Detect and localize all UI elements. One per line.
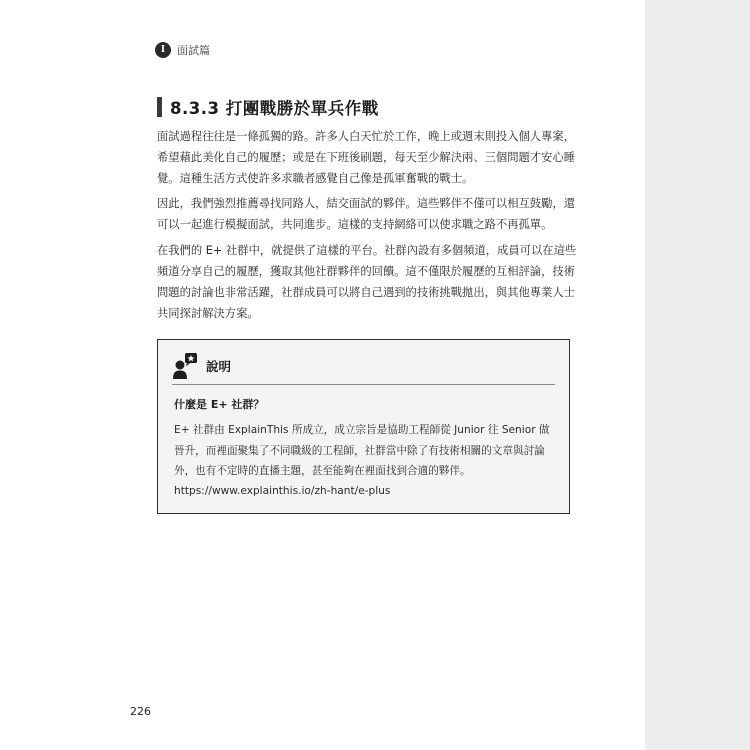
person-speech-icon: [172, 352, 198, 380]
page-gutter: [645, 0, 750, 750]
paragraph-3: 在我們的 E+ 社群中，就提供了這樣的平台。社群內設有多個頻道，成員可以在這些頻道分享自己的履歷，獲取其他社群夥伴的回饋。這不僅限於履歷的互相評論，技術問題的討論也非常活躍，社群成員可以將自己遇到的技術挑戰拋出，與其他專業人士共同探討解決方案。: [157, 244, 577, 320]
note-label: 說明: [206, 359, 232, 374]
paragraph-1: 面試過程往往是一條孤獨的路。許多人白天忙於工作，晚上或週末則投入個人專案，希望藉此美化自己的履歷；或是在下班後刷題，每天至少解決兩、三個問題才安心睡覺。這種生活方式使許多求職者感覺自己像是孤軍奮戰的戰士。: [157, 130, 575, 185]
note-box: [157, 339, 570, 514]
note-link[interactable]: https://www.explainthis.io/zh-hant/e-plus: [174, 485, 391, 497]
page-number: 226: [130, 705, 151, 718]
paragraph-2: 因此，我們強烈推薦尋找同路人，結交面試的夥伴。這些夥伴不僅可以相互鼓勵，還可以一起進行模擬面試，共同進步。這樣的支持網絡可以使求職之路不再孤單。: [157, 197, 575, 231]
section-title: 8.3.3 打團戰勝於單兵作戰: [170, 99, 379, 118]
chapter-badge: I: [155, 42, 171, 58]
section-heading: [157, 95, 379, 119]
chapter-title: 面試篇: [177, 44, 210, 57]
heading-bar: [157, 97, 162, 117]
chapter-header: [155, 41, 210, 59]
note-header: [172, 348, 555, 385]
note-body: E+ 社群由 ExplainThis 所成立，成立宗旨是協助工程師從 Junior 往 Senior 做晉升，而裡面聚集了不同職級的工程師，社群當中除了有技術相關的文章與討論外，也有不定時的直播主題，甚至能夠在裡面找到合適的夥伴。: [174, 424, 550, 477]
note-question: 什麼是 E+ 社群？: [174, 398, 265, 411]
